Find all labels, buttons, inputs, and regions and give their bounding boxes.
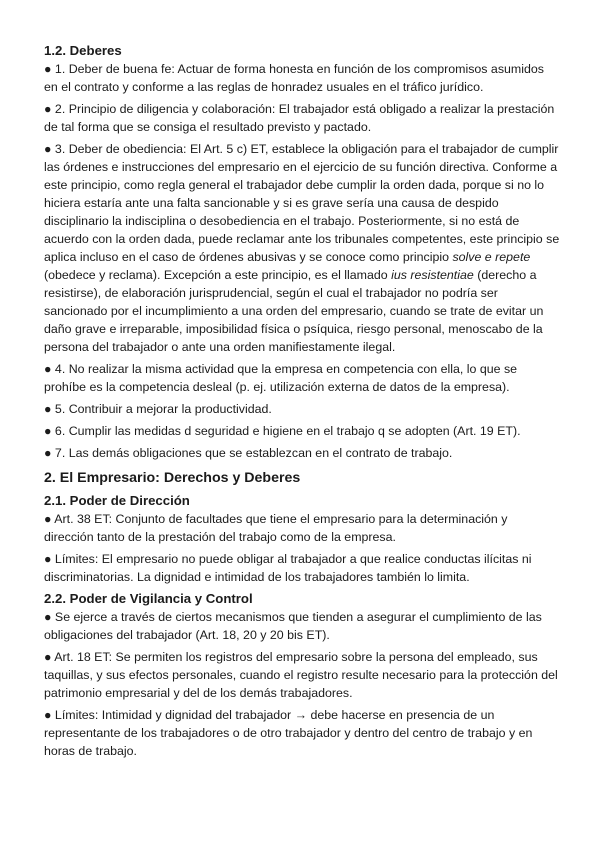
paragraph-limites-direccion: ● Límites: El empresario no puede obligar al trabajador a que realice conductas ilícitas ni discriminatorias. La dignidad e intimidad de los trabajadores también lo limita.	[44, 552, 532, 584]
paragraph-limites-vigilancia: ● Límites: Intimidad y dignidad del trabajador → debe hacerse en presencia de un representante de los trabajadores o de otro trabajador y dentro del centro de trabajo y en horas de trabajo.	[44, 708, 533, 758]
obediencia-text-1: ● 3. Deber de obediencia: El Art. 5 c) ET, establece la obligación para el trabajador de cumplir las órdenes e instrucciones del empresario en el ejercicio de su función directiva. Conforme a este principio, como regla general el trabajador debe cumplir la orden dada, porque si no lo hiciera estaría ante una falta sancionable y si es grave sería una causa de despido disciplinario la indisciplina o desobediencia en el trabajo. Posteriormente, si no está de acuerdo con la orden dada, puede reclamar ante los tribunales competentes, este principio se aplica incluso en el caso de órdenes abusivas y se conoce como principio	[44, 142, 560, 264]
obediencia-text-3: (derecho a resistirse), de elaboración jurisprudencial, según el cual el trabajador no podría ser sancionado por el incumplimiento a una orden del empresario, cuando se trate de evitar un daño grave e irreparable, imposibilidad física o psíquica, riesgo personal, menoscabo de la persona del trabajador o ante una orden manifiestamente ilegal.	[44, 268, 544, 354]
paragraph-buena-fe: ● 1. Deber de buena fe: Actuar de forma honesta en función de los compromisos asumidos en el contrato y conforme a las reglas de honradez usuales en el tráfico jurídico.	[44, 62, 544, 94]
paragraph-competencia: ● 4. No realizar la misma actividad que la empresa en competencia con ella, lo que se prohíbe es la competencia desleal (p. ej. utilización externa de datos de la empresa).	[44, 362, 518, 394]
obediencia-italic-ius: ius resistentiae	[391, 268, 474, 282]
heading-deberes: 1.2. Deberes	[44, 43, 122, 58]
heading-poder-direccion: 2.1. Poder de Dirección	[44, 493, 190, 508]
obediencia-italic-solve: solve e repete	[452, 250, 531, 264]
paragraph-art18: ● Art. 18 ET: Se permiten los registros del empresario sobre la persona del empleado, sus taquillas, y sus efectos personales, cuando el registro resulte necesario para la protección del patrimonio empresarial y del de los demás trabajadores.	[44, 650, 558, 700]
paragraph-art38: ● Art. 38 ET: Conjunto de facultades que tiene el empresario para la determinación y dirección tanto de la prestación del trabajo como de la empresa.	[44, 512, 508, 544]
paragraph-mecanismos: ● Se ejerce a través de ciertos mecanismos que tienden a asegurar el cumplimiento de las obligaciones del trabajador (Art. 18, 20 y 20 bis ET).	[44, 610, 542, 642]
paragraph-seguridad: ● 6. Cumplir las medidas d seguridad e higiene en el trabajo q se adopten (Art. 19 ET).	[44, 424, 521, 438]
obediencia-text-2: (obedece y reclama). Excepción a este principio, es el llamado	[44, 268, 392, 282]
heading-empresario: 2. El Empresario: Derechos y Deberes	[44, 470, 301, 486]
paragraph-demas-obligaciones: ● 7. Las demás obligaciones que se establezcan en el contrato de trabajo.	[44, 446, 453, 460]
heading-poder-vigilancia: 2.2. Poder de Vigilancia y Control	[44, 591, 253, 606]
paragraph-productividad: ● 5. Contribuir a mejorar la productividad.	[44, 402, 272, 416]
paragraph-obediencia	[44, 140, 560, 356]
paragraph-diligencia: ● 2. Principio de diligencia y colaboración: El trabajador está obligado a realizar la prestación de tal forma que se consiga el resultado previsto y pactado.	[44, 102, 555, 134]
